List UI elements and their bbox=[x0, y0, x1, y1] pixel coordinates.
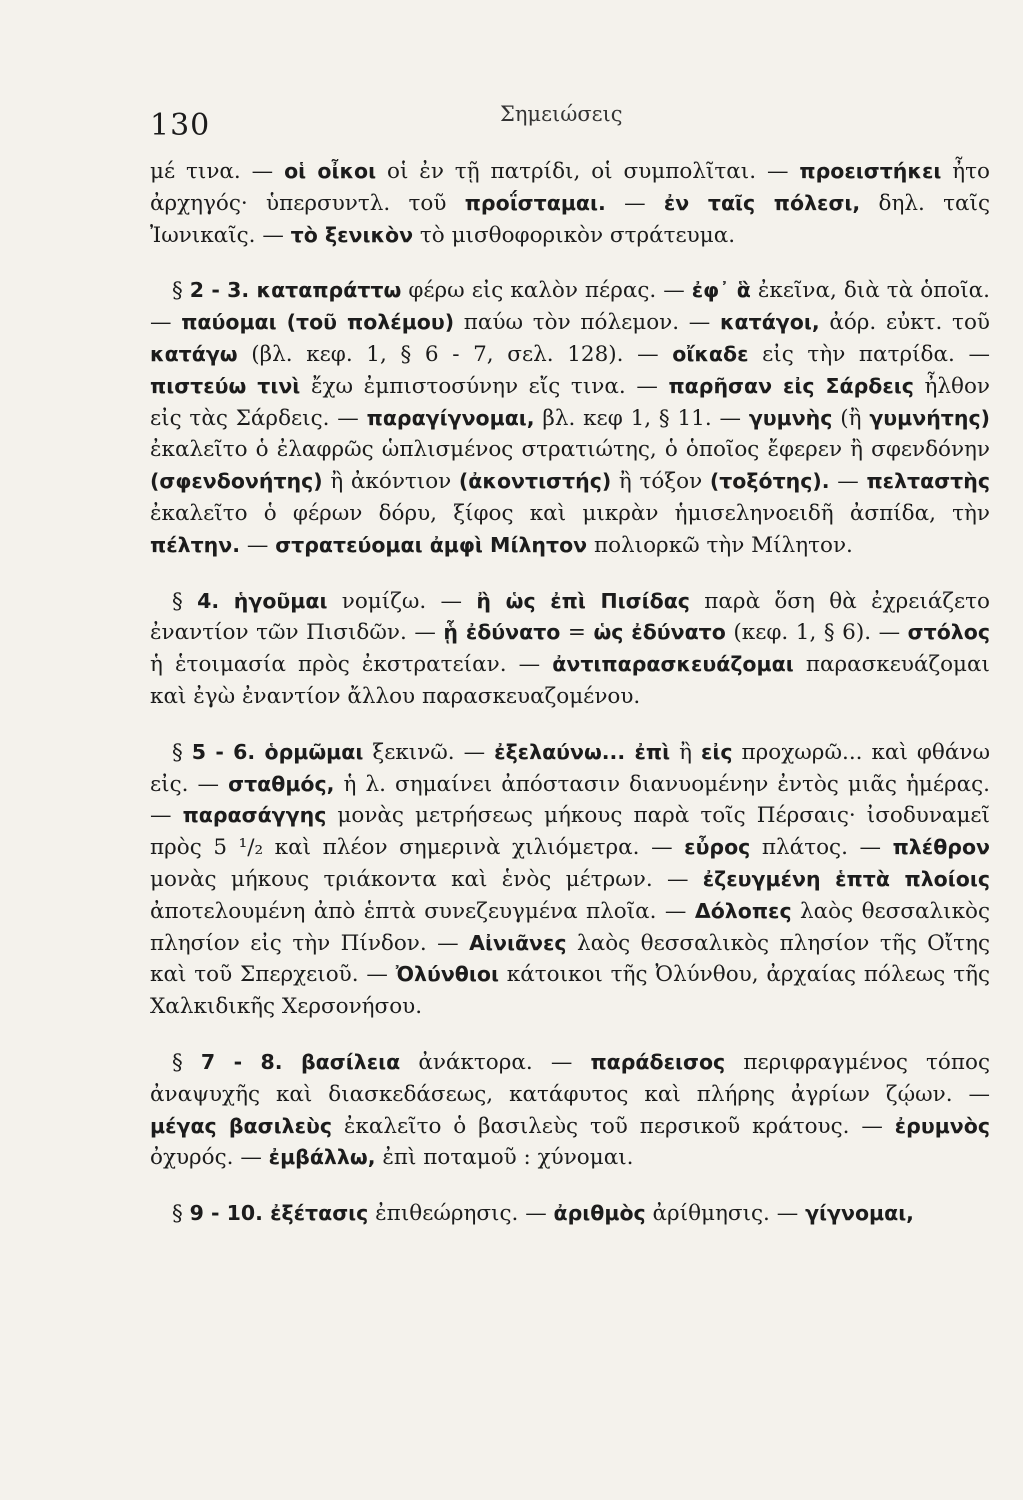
lemma-term: γίγνομαι, bbox=[805, 1201, 914, 1226]
gloss-text: ἀποτελουμένη ἀπὸ ἑπτὰ συνεζευγμένα πλοῖα. — bbox=[150, 898, 695, 924]
lemma-term: (τοξότης). bbox=[709, 469, 830, 494]
gloss-text: εἰς τὴν πατρίδα. — bbox=[748, 341, 990, 367]
section-note-paragraph bbox=[150, 1198, 990, 1230]
gloss-text: νομίζω. — bbox=[327, 588, 477, 614]
lemma-term: πελταστὴς bbox=[866, 469, 991, 494]
gloss-text: (κεφ. 1, § 6). — bbox=[725, 620, 908, 646]
lemma-term: κατάγοι, bbox=[719, 310, 820, 335]
gloss-text: ἀνάκτορα. — bbox=[400, 1049, 591, 1075]
lemma-term: οἱ οἶκοι bbox=[284, 159, 377, 183]
lemma-term: παρῆσαν εἰς Σάρδεις bbox=[668, 373, 914, 398]
gloss-text: ἔχω ἐμπιστοσύνην εἴς τινα. — bbox=[300, 373, 669, 399]
section-note-paragraph bbox=[150, 586, 990, 713]
gloss-text: = bbox=[560, 620, 594, 646]
notes-body bbox=[150, 156, 990, 1254]
gloss-text: μονὰς μετρήσεως μήκους παρὰ τοῖς Πέρσαις· ἰσοδυναμεῖ πρὸς 5 ¹/₂ καὶ πλέον σημερινὰ χιλιόμετρα. — bbox=[150, 803, 990, 861]
lemma-term: ἐζευγμένη ἑπτὰ πλοίοις bbox=[702, 866, 990, 891]
gloss-text: πολιορκῶ τὴν Μίλητον. bbox=[587, 532, 853, 558]
gloss-text: (βλ. κεφ. 1, § 6 - 7, σελ. 128). — bbox=[237, 341, 673, 367]
gloss-text: (ἢ bbox=[832, 405, 870, 431]
lemma-term: 5 - 6. ὁρμῶμαι bbox=[191, 739, 364, 764]
lemma-term: εὖρος bbox=[684, 835, 751, 860]
lemma-term: εἰς bbox=[700, 739, 733, 764]
lemma-term: παύομαι (τοῦ πολέμου) bbox=[181, 310, 455, 335]
lemma-term: προειστήκει bbox=[799, 159, 942, 183]
lemma-term: γυμνήτης) bbox=[869, 405, 990, 430]
lemma-term: ἐν ταῖς πόλεσι, bbox=[663, 190, 861, 215]
gloss-text: ἢ τόξον bbox=[611, 469, 710, 495]
lemma-term: ἐμβάλλω, bbox=[268, 1145, 376, 1170]
gloss-text: — bbox=[240, 532, 276, 558]
lemma-term: παράδεισος bbox=[590, 1049, 726, 1074]
lemma-term: μέγας βασιλεὺς bbox=[150, 1113, 332, 1138]
lemma-term: στρατεύομαι ἀμφὶ Μίλητον bbox=[275, 532, 588, 557]
gloss-text: παρασκευάζομαι καὶ ἐγὼ ἐναντίον ἄλλου παρασκευαζομένου. bbox=[150, 652, 990, 709]
lemma-term: ἀριθμὸς bbox=[553, 1201, 646, 1226]
page-number: 130 bbox=[150, 108, 211, 143]
lemma-term: 9 - 10. ἐξέτασις bbox=[189, 1201, 369, 1226]
lemma-term: (σφενδονήτης) bbox=[150, 469, 323, 494]
gloss-text: ἦτο ἀρχηγός· ὑπερσυντλ. τοῦ bbox=[150, 159, 990, 216]
lemma-term: 2 - 3. καταπράττω bbox=[189, 278, 402, 303]
lemma-term: Δόλοπες bbox=[694, 898, 792, 923]
gloss-text: λαὸς θεσσαλικὸς πλησίον τῆς Οἴτης καὶ τοῦ Σπερχειοῦ. — bbox=[150, 930, 990, 988]
gloss-text: ἀόρ. εὐκτ. τοῦ bbox=[819, 310, 990, 336]
gloss-text: πλάτος. — bbox=[750, 835, 893, 861]
note-paragraph bbox=[150, 156, 990, 251]
gloss-text: τὸ μισθοφορικὸν στράτευμα. bbox=[413, 222, 736, 248]
gloss-text: ἐκαλεῖτο ὁ ἐλαφρῶς ὡπλισμένος στρατιώτης, ὁ ὁποῖος ἔφερεν ἢ σφενδόνην bbox=[150, 437, 990, 463]
lemma-term: ὡς ἐδύνατο bbox=[593, 620, 726, 645]
gloss-text: ἢ ἀκόντιον bbox=[322, 469, 459, 495]
gloss-text: μέ τινα. — bbox=[150, 159, 285, 184]
gloss-text: φέρω εἰς καλὸν πέρας. — bbox=[401, 278, 692, 304]
section-note-paragraph bbox=[150, 1047, 990, 1174]
gloss-text: § bbox=[172, 739, 192, 765]
gloss-text: ἐπὶ ποταμοῦ : χύνομαι. bbox=[375, 1145, 634, 1171]
gloss-text: ἀρίθμησις. — bbox=[645, 1201, 806, 1227]
gloss-text: βλ. κεφ 1, § 11. — bbox=[534, 405, 749, 431]
gloss-text: — bbox=[829, 469, 867, 495]
gloss-text: ἢ bbox=[670, 739, 701, 765]
gloss-text: ἡ λ. σημαίνει ἀπόστασιν διανυομένην ἐντὸς μιᾶς ἡμέρας. — bbox=[150, 771, 990, 829]
gloss-text: ἐπιθεώρησις. — bbox=[368, 1201, 554, 1227]
lemma-term: προΐσταμαι. bbox=[464, 190, 606, 215]
lemma-term: ἢ ὡς ἐπὶ Πισίδας bbox=[476, 588, 690, 613]
gloss-text: περιφραγμένος τόπος ἀναψυχῆς καὶ διασκεδάσεως, κατάφυτος καὶ πλήρης ἀγρίων ζῴων. — bbox=[150, 1049, 990, 1107]
gloss-text: ἐκεῖνα, διὰ τὰ ὁποῖα. — bbox=[150, 278, 990, 336]
lemma-term: κατάγω bbox=[150, 341, 238, 366]
lemma-term: πέλτην. bbox=[150, 532, 241, 557]
gloss-text: μονὰς μήκους τριάκοντα καὶ ἑνὸς μέτρων. — bbox=[150, 866, 703, 892]
lemma-term: παρασάγγης bbox=[182, 803, 327, 828]
running-head: Σημειώσεις bbox=[500, 102, 623, 126]
lemma-term: στόλος bbox=[907, 620, 990, 645]
lemma-term: πλέθρον bbox=[892, 835, 990, 860]
gloss-text: § bbox=[172, 1201, 190, 1227]
gloss-text: λαὸς θεσσαλικὸς πλησίον εἰς τὴν Πίνδον. — bbox=[150, 898, 991, 956]
lemma-term: ἐφ᾽ ἃ bbox=[691, 278, 751, 303]
lemma-term: ᾗ ἐδύνατο bbox=[443, 620, 561, 645]
section-note-paragraph bbox=[150, 275, 990, 561]
lemma-term: γυμνὴς bbox=[748, 405, 833, 430]
gloss-text: § bbox=[172, 278, 190, 304]
lemma-term: παραγίγνομαι, bbox=[366, 405, 535, 430]
lemma-term: τὸ ξενικὸν bbox=[290, 222, 414, 247]
lemma-term: σταθμός, bbox=[228, 771, 335, 796]
lemma-term: ἐρυμνὸς bbox=[894, 1113, 990, 1138]
lemma-term: Ὀλύνθιοι bbox=[395, 962, 499, 987]
gloss-text: παύω τὸν πόλεμον. — bbox=[454, 310, 720, 336]
gloss-text: οἱ ἐν τῇ πατρίδι, οἱ συμπολῖται. — bbox=[376, 159, 800, 184]
gloss-text: § bbox=[172, 588, 198, 614]
gloss-text: ὀχυρός. — bbox=[150, 1145, 269, 1171]
section-note-paragraph bbox=[150, 737, 990, 1023]
gloss-text: § bbox=[172, 1049, 201, 1075]
gloss-text: ξεκινῶ. — bbox=[363, 739, 495, 765]
gloss-text: ἦλθον εἰς τὰς Σάρδεις. — bbox=[150, 373, 990, 431]
lemma-term: πιστεύω τινὶ bbox=[150, 373, 301, 398]
gloss-text: κάτοικοι τῆς Ὀλύνθου, ἀρχαίας πόλεως τῆς Χαλκιδικῆς Χερσονήσου. bbox=[150, 962, 991, 1020]
gloss-text: — bbox=[605, 190, 664, 216]
lemma-term: οἴκαδε bbox=[672, 341, 749, 366]
lemma-term: 4. ἡγοῦμαι bbox=[197, 588, 328, 613]
gloss-text: προχωρῶ... καὶ φθάνω εἰς. — bbox=[150, 739, 990, 797]
gloss-text: δηλ. ταῖς Ἰωνικαῖς. — bbox=[150, 190, 990, 248]
lemma-term: 7 - 8. βασίλεια bbox=[200, 1049, 401, 1074]
gloss-text: ἐκαλεῖτο ὁ βασιλεὺς τοῦ περσικοῦ κράτους. — bbox=[331, 1113, 895, 1139]
gloss-text: ἡ ἑτοιμασία πρὸς ἐκστρατείαν. — bbox=[150, 652, 553, 678]
lemma-term: ἐξελαύνω... ἐπὶ bbox=[494, 739, 671, 764]
gloss-text: παρὰ ὅση θὰ ἐχρειάζετο ἐναντίον τῶν Πισιδῶν. — bbox=[150, 588, 990, 646]
lemma-term: Αἰνιᾶνες bbox=[469, 930, 567, 955]
gloss-text: ἐκαλεῖτο ὁ φέρων δόρυ, ξίφος καὶ μικρὰν ἡμισεληνοειδῆ ἀσπίδα, τὴν bbox=[150, 500, 990, 526]
lemma-term: (ἀκοντιστής) bbox=[458, 469, 612, 494]
lemma-term: ἀντιπαρασκευάζομαι bbox=[552, 652, 794, 677]
